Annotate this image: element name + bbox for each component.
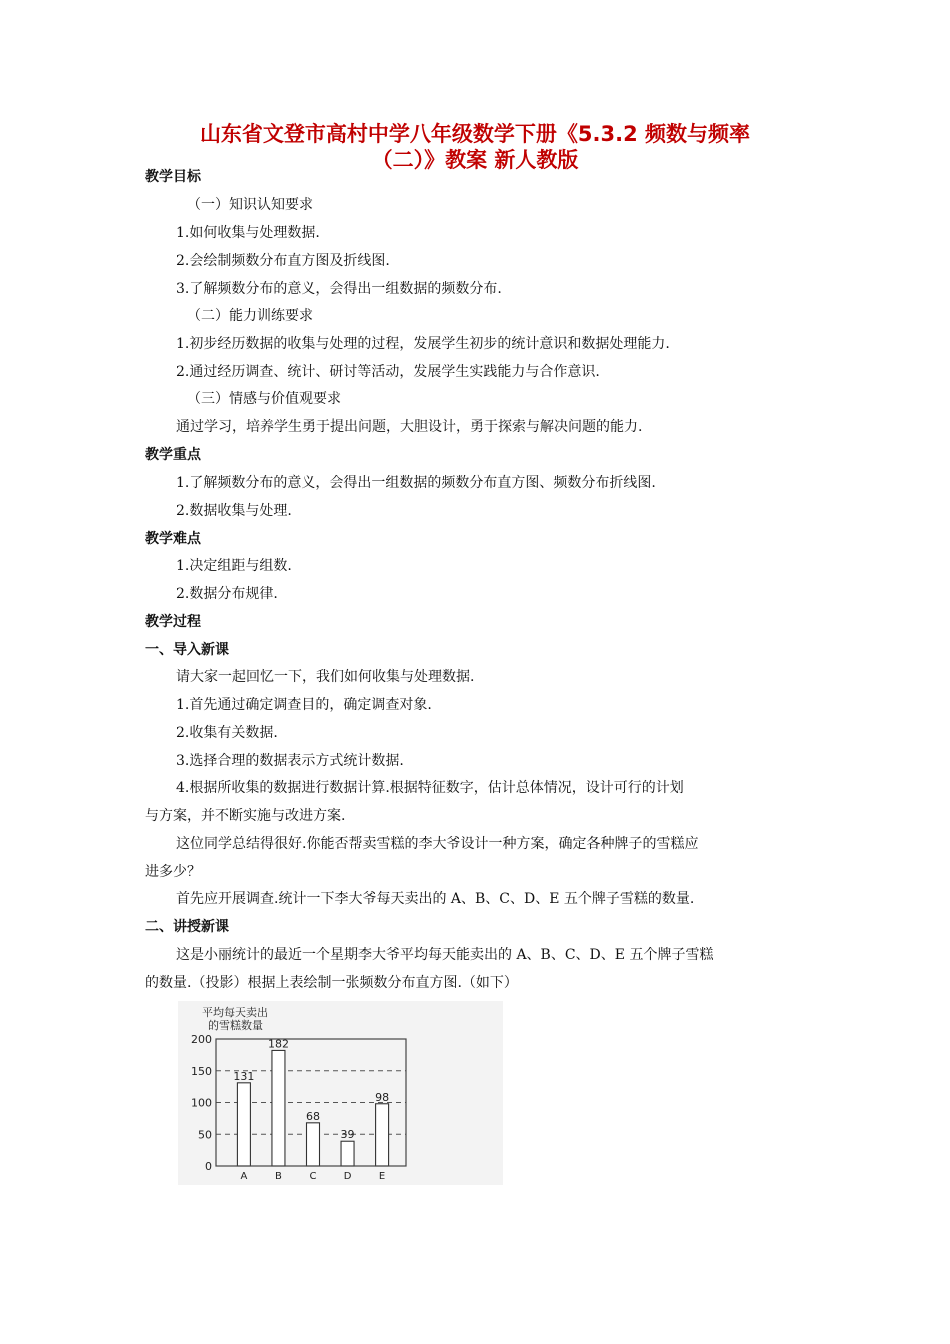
intro-paragraph: 请大家一起回忆一下，我们如何收集与处理数据. xyxy=(176,669,475,685)
chart-x-tick-label: A xyxy=(240,1171,248,1182)
goals-ability-heading: （二）能力训练要求 xyxy=(187,308,313,324)
heading-teaching-process: 教学过程 xyxy=(145,614,201,630)
intro-paragraph-continued: 进多少？ xyxy=(145,864,201,880)
heading-teaching-focus: 教学重点 xyxy=(145,447,201,463)
intro-paragraph: 首先应开展调查.统计一下李大爷每天卖出的 A、B、C、D、E 五个牌子雪糕的数量. xyxy=(176,891,695,907)
histogram-chart xyxy=(178,1001,503,1185)
heading-intro: 一、导入新课 xyxy=(145,642,229,658)
chart-x-tick-label: E xyxy=(378,1171,386,1182)
new-lesson-paragraph-continued: 的数量.（投影）根据上表绘制一张频数分布直方图.（如下） xyxy=(145,975,518,991)
chart-bar xyxy=(376,1104,389,1166)
document-title-line-1: 山东省文登市高村中学八年级数学下册《5.3.2 频数与频率 xyxy=(199,122,751,146)
goals-ability-item: 2.通过经历调查、统计、研讨等活动，发展学生实践能力与合作意识. xyxy=(176,364,600,380)
chart-data-label: 131 xyxy=(233,1069,255,1083)
chart-bar xyxy=(341,1141,354,1166)
chart-x-tick-label: C xyxy=(309,1171,317,1182)
chart-bar xyxy=(272,1050,285,1166)
intro-step: 2.收集有关数据. xyxy=(176,725,278,741)
intro-step: 4.根据所收集的数据进行数据计算.根据特征数字，估计总体情况，设计可行的计划 xyxy=(176,780,684,796)
chart-y-tick-label: 200 xyxy=(191,1033,212,1046)
document-title-line-2: （二）》教案 新人教版 xyxy=(371,148,579,172)
chart-data-label: 98 xyxy=(375,1090,390,1104)
heading-new-lesson: 二、讲授新课 xyxy=(145,919,229,935)
intro-step: 3.选择合理的数据表示方式统计数据. xyxy=(176,753,404,769)
heading-teaching-difficulty: 教学难点 xyxy=(145,531,201,547)
goals-knowledge-heading: （一）知识认知要求 xyxy=(187,197,313,213)
new-lesson-paragraph: 这是小丽统计的最近一个星期李大爷平均每天能卖出的 A、B、C、D、E 五个牌子雪糕 xyxy=(176,947,714,963)
chart-y-tick-label: 100 xyxy=(191,1096,212,1110)
goals-emotion-text: 通过学习，培养学生勇于提出问题，大胆设计，勇于探索与解决问题的能力. xyxy=(176,419,643,435)
chart-y-tick-label: 150 xyxy=(191,1064,212,1078)
focus-item: 1.了解频数分布的意义，会得出一组数据的频数分布直方图、频数分布折线图. xyxy=(176,475,656,491)
intro-step-continued: 与方案，并不断实施与改进方案. xyxy=(145,808,346,824)
chart-data-label: 68 xyxy=(306,1109,320,1123)
chart-bar xyxy=(237,1083,250,1166)
chart-bar xyxy=(307,1123,320,1166)
chart-ylabel-line-1: 平均每天卖出 xyxy=(202,1006,268,1019)
goals-knowledge-item: 2.会绘制频数分布直方图及折线图. xyxy=(176,253,390,269)
goals-emotion-heading: （三）情感与价值观要求 xyxy=(187,391,341,407)
difficulty-item: 1.决定组距与组数. xyxy=(176,558,292,574)
chart-x-tick-label: D xyxy=(343,1171,352,1182)
chart-y-tick-label: 50 xyxy=(198,1128,212,1142)
chart-data-label: 39 xyxy=(340,1128,355,1142)
chart-ylabel-line-2: 的雪糕数量 xyxy=(208,1019,263,1032)
goals-knowledge-item: 1.如何收集与处理数据. xyxy=(176,225,320,241)
intro-paragraph: 这位同学总结得很好.你能否帮卖雪糕的李大爷设计一种方案，确定各种牌子的雪糕应 xyxy=(176,836,699,852)
chart-x-tick-label: B xyxy=(275,1171,282,1182)
goals-knowledge-item: 3.了解频数分布的意义，会得出一组数据的频数分布. xyxy=(176,281,502,297)
goals-ability-item: 1.初步经历数据的收集与处理的过程，发展学生初步的统计意识和数据处理能力. xyxy=(176,336,670,352)
chart-data-label: 182 xyxy=(267,1037,289,1051)
focus-item: 2.数据收集与处理. xyxy=(176,503,292,519)
intro-step: 1.首先通过确定调查目的，确定调查对象. xyxy=(176,697,432,713)
difficulty-item: 2.数据分布规律. xyxy=(176,586,278,602)
chart-y-tick-label: 0 xyxy=(205,1160,212,1173)
heading-teaching-goals: 教学目标 xyxy=(145,169,201,185)
